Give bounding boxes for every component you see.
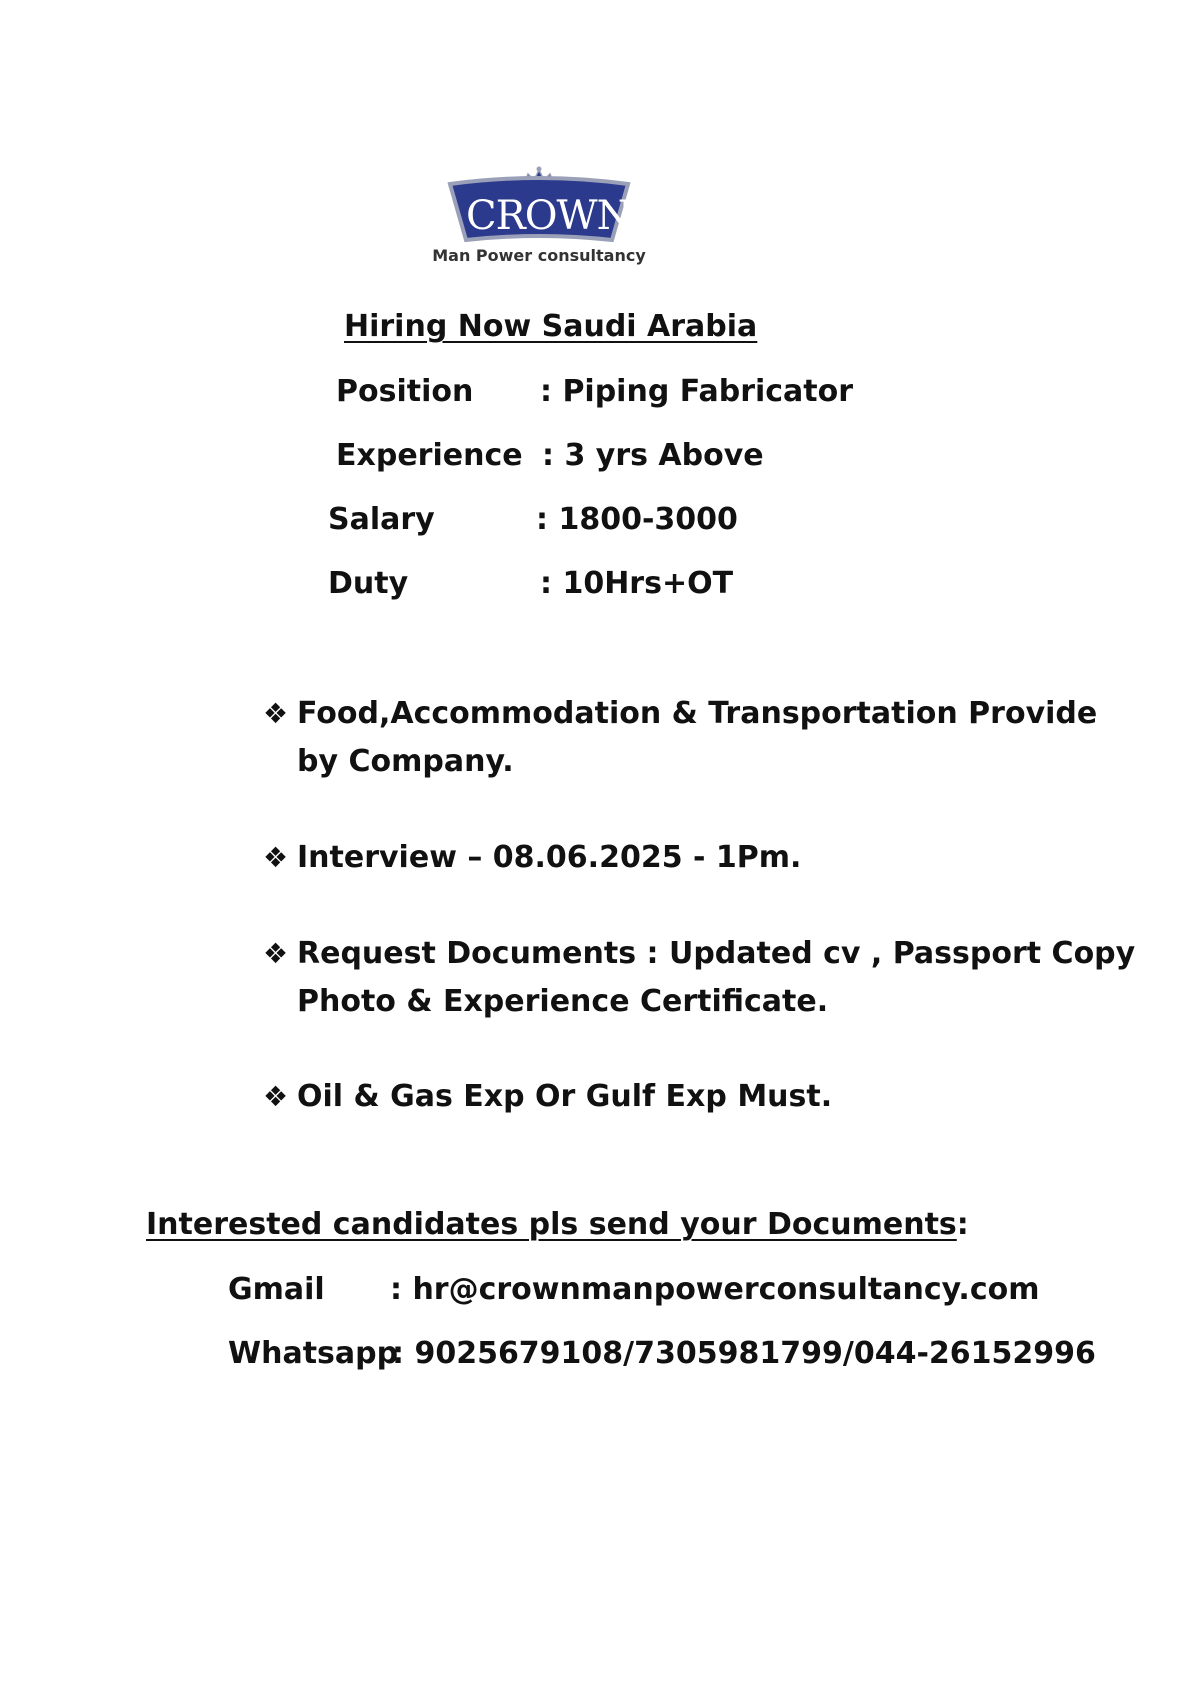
bullet-diamond-icon: ❖ [263,937,289,970]
crown-logo [432,162,646,272]
logo-brand-text: CROWN [466,193,631,239]
bullet-text-line1: Oil & Gas Exp Or Gulf Exp Must. [297,1079,833,1114]
whatsapp-value[interactable]: : 9025679108/7305981799/044-26152996 [392,1336,1096,1371]
page-title: Hiring Now Saudi Arabia [344,309,758,344]
contact-heading [146,1207,969,1242]
logo-tagline: Man Power consultancy [432,246,646,265]
whatsapp-label: Whatsapp [228,1336,399,1371]
bullet-text-line2: by Company. [297,744,514,779]
salary-value: : 1800-3000 [536,502,738,537]
experience-value: : 3 yrs Above [542,438,764,473]
salary-label: Salary [328,502,435,537]
bullet-diamond-icon: ❖ [263,841,289,874]
bullet-text-line2: Photo & Experience Certificate. [297,984,829,1019]
position-label: Position [336,374,474,409]
bullet-diamond-icon: ❖ [263,697,289,730]
contact-heading-colon: : [956,1207,969,1242]
experience-label: Experience [336,438,523,473]
duty-value: : 10Hrs+OT [540,566,734,601]
duty-label: Duty [328,566,409,601]
contact-heading-text: Interested candidates pls send your Documents [146,1207,957,1242]
gmail-label: Gmail [228,1272,325,1307]
bullet-text-line1: Food,Accommodation & Transportation Provide [297,696,1098,731]
bullet-text-line1: Interview – 08.06.2025 - 1Pm. [297,840,802,875]
position-value: : Piping Fabricator [540,374,854,409]
bullet-diamond-icon: ❖ [263,1080,289,1113]
gmail-value[interactable]: : hr@crownmanpowerconsultancy.com [390,1272,1040,1307]
bullet-text-line1: Request Documents : Updated cv , Passport Copy [297,936,1136,971]
